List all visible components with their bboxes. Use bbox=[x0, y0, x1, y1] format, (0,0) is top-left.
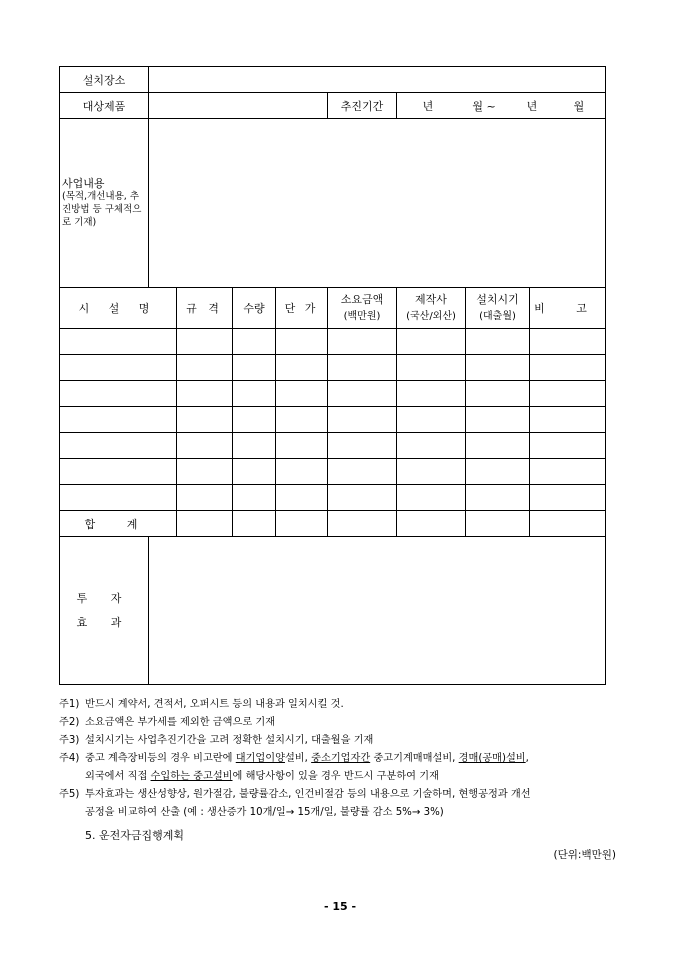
total-unit-price[interactable] bbox=[276, 511, 328, 537]
cell-unit-price[interactable] bbox=[276, 459, 328, 485]
facility-plan-form bbox=[59, 66, 606, 685]
business-content-label bbox=[60, 119, 149, 288]
cell-unit-price[interactable] bbox=[276, 433, 328, 459]
cell-remarks[interactable] bbox=[530, 329, 606, 355]
cell-install-time[interactable] bbox=[466, 433, 530, 459]
cell-install-time[interactable] bbox=[466, 329, 530, 355]
col-install-time-sub: (대출월) bbox=[479, 311, 516, 322]
note-1 bbox=[59, 696, 625, 714]
table-row bbox=[60, 459, 606, 485]
note-4-part-d: , bbox=[525, 753, 529, 764]
cell-unit-price[interactable] bbox=[276, 355, 328, 381]
cell-facility-name[interactable] bbox=[60, 433, 177, 459]
note-4-line2-text bbox=[85, 768, 625, 786]
note-4-part-c: 중고기계매매설비, bbox=[373, 753, 456, 764]
period-label: 추진기간 bbox=[328, 93, 397, 119]
investment-effect-label bbox=[60, 537, 149, 685]
cell-quantity[interactable] bbox=[233, 355, 276, 381]
col-unit-price: 단 가 bbox=[276, 288, 328, 329]
business-content-field[interactable] bbox=[149, 119, 606, 288]
cell-cost[interactable] bbox=[328, 329, 397, 355]
cell-unit-price[interactable] bbox=[276, 329, 328, 355]
total-install-time[interactable] bbox=[466, 511, 530, 537]
cell-quantity[interactable] bbox=[233, 459, 276, 485]
table-row bbox=[60, 355, 606, 381]
note-4-line2-part-b: 에 해당사항이 있을 경우 반드시 구분하여 기재 bbox=[232, 771, 439, 782]
cell-unit-price[interactable] bbox=[276, 381, 328, 407]
col-remarks: 비 고 bbox=[530, 288, 606, 329]
cell-quantity[interactable] bbox=[233, 407, 276, 433]
cell-cost[interactable] bbox=[328, 355, 397, 381]
note-3-text: 설치시기는 사업추진기간을 고려 정확한 설치시기, 대출월을 기재 bbox=[85, 735, 374, 746]
cell-quantity[interactable] bbox=[233, 381, 276, 407]
col-quantity: 수량 bbox=[233, 288, 276, 329]
note-2-text: 소요금액은 부가세를 제외한 금액으로 기재 bbox=[85, 717, 276, 728]
table-row bbox=[60, 381, 606, 407]
total-row bbox=[60, 511, 606, 537]
cell-install-time[interactable] bbox=[466, 355, 530, 381]
note-5-line2 bbox=[59, 804, 625, 822]
note-5-key: 주5) bbox=[59, 789, 80, 800]
note-4-part-b: 설비, bbox=[284, 753, 308, 764]
col-install-time-title: 설치시기 bbox=[476, 293, 519, 306]
cell-unit-price[interactable] bbox=[276, 485, 328, 511]
note-1-text: 반드시 계약서, 견적서, 오퍼시트 등의 내용과 일치시킬 것. bbox=[85, 699, 344, 710]
cell-spec[interactable] bbox=[177, 459, 233, 485]
cell-facility-name[interactable] bbox=[60, 485, 177, 511]
cell-remarks[interactable] bbox=[530, 485, 606, 511]
cell-remarks[interactable] bbox=[530, 407, 606, 433]
col-cost bbox=[328, 288, 397, 329]
cell-spec[interactable] bbox=[177, 485, 233, 511]
table-row bbox=[60, 433, 606, 459]
cell-cost[interactable] bbox=[328, 407, 397, 433]
investment-effect-label-line1: 투 자 bbox=[76, 591, 132, 605]
note-5 bbox=[59, 786, 625, 804]
note-4-key: 주4) bbox=[59, 753, 80, 764]
cell-install-time[interactable] bbox=[466, 485, 530, 511]
note-1-key: 주1) bbox=[59, 699, 80, 710]
page-number: - 15 - bbox=[323, 900, 357, 913]
cell-facility-name[interactable] bbox=[60, 355, 177, 381]
cell-maker[interactable] bbox=[397, 407, 466, 433]
cell-quantity[interactable] bbox=[233, 329, 276, 355]
note-5-line2-text: 공정을 비교하여 산출 (예 : 생산증가 10개/일→ 15개/일, 불량률 감소 5%→ 3%) bbox=[85, 807, 444, 818]
cell-remarks[interactable] bbox=[530, 459, 606, 485]
cell-install-time[interactable] bbox=[466, 459, 530, 485]
col-cost-title: 소요금액 bbox=[340, 293, 384, 306]
period-month-end: 월 bbox=[573, 99, 585, 113]
cell-maker[interactable] bbox=[397, 485, 466, 511]
cell-facility-name[interactable] bbox=[60, 459, 177, 485]
col-facility-name: 시 설 명 bbox=[60, 288, 177, 329]
unit-label: (단위:백만원) bbox=[553, 849, 616, 861]
period-year-end: 년 bbox=[526, 99, 538, 113]
cell-spec[interactable] bbox=[177, 381, 233, 407]
install-location-field[interactable] bbox=[149, 67, 606, 93]
cell-remarks[interactable] bbox=[530, 433, 606, 459]
install-location-label: 설치장소 bbox=[60, 67, 149, 93]
investment-effect-field[interactable] bbox=[149, 537, 606, 685]
cell-spec[interactable] bbox=[177, 329, 233, 355]
note-3-key: 주3) bbox=[59, 735, 80, 746]
cell-facility-name[interactable] bbox=[60, 329, 177, 355]
business-content-title: 사업내용 bbox=[62, 177, 105, 190]
col-spec: 규 격 bbox=[177, 288, 233, 329]
col-maker-sub: (국산/외산) bbox=[406, 311, 456, 322]
cell-unit-price[interactable] bbox=[276, 407, 328, 433]
cell-install-time[interactable] bbox=[466, 407, 530, 433]
period-month-start: 월 ~ bbox=[472, 99, 496, 113]
cell-maker[interactable] bbox=[397, 355, 466, 381]
note-4-underline-4: 수입하는 중고설비 bbox=[150, 771, 233, 782]
note-4-underline-3: 경매(공매)설비 bbox=[458, 753, 526, 764]
col-maker bbox=[397, 288, 466, 329]
note-4-line2 bbox=[59, 768, 625, 786]
total-spec[interactable] bbox=[177, 511, 233, 537]
note-4 bbox=[59, 750, 625, 768]
target-product-field[interactable] bbox=[149, 93, 328, 119]
total-remarks[interactable] bbox=[530, 511, 606, 537]
total-maker[interactable] bbox=[397, 511, 466, 537]
note-4-underline-1: 대기업이양 bbox=[235, 753, 285, 764]
note-4-line2-part-a: 외국에서 직접 bbox=[85, 771, 148, 782]
col-maker-title: 제작사 bbox=[415, 293, 447, 306]
cell-maker[interactable] bbox=[397, 381, 466, 407]
note-4-part-a: 중고 계측장비등의 경우 비고란에 bbox=[85, 753, 233, 764]
table-row bbox=[60, 329, 606, 355]
period-field[interactable] bbox=[397, 93, 606, 119]
note-4-text bbox=[85, 750, 625, 768]
section-title: 5. 운전자금집행계획 bbox=[85, 829, 184, 842]
business-content-hint: (목적,개선내용, 추진방법 등 구체적으로 기재) bbox=[62, 191, 142, 228]
cell-remarks[interactable] bbox=[530, 355, 606, 381]
total-quantity[interactable] bbox=[233, 511, 276, 537]
cell-cost[interactable] bbox=[328, 459, 397, 485]
footnotes bbox=[59, 696, 625, 822]
note-2 bbox=[59, 714, 625, 732]
total-cost[interactable] bbox=[328, 511, 397, 537]
table-row bbox=[60, 485, 606, 511]
cell-spec[interactable] bbox=[177, 355, 233, 381]
cell-spec[interactable] bbox=[177, 433, 233, 459]
note-5-text: 투자효과는 생산성향상, 원가절감, 불량률감소, 인건비절감 등의 내용으로 기술하며, 현행공정과 개선 bbox=[85, 789, 531, 800]
col-install-time bbox=[466, 288, 530, 329]
note-2-key: 주2) bbox=[59, 717, 80, 728]
cell-maker[interactable] bbox=[397, 459, 466, 485]
cell-cost[interactable] bbox=[328, 433, 397, 459]
cell-maker[interactable] bbox=[397, 329, 466, 355]
cell-maker[interactable] bbox=[397, 433, 466, 459]
cell-quantity[interactable] bbox=[233, 485, 276, 511]
cell-remarks[interactable] bbox=[530, 381, 606, 407]
cell-facility-name[interactable] bbox=[60, 407, 177, 433]
note-4-underline-2: 중소기업자간 bbox=[311, 753, 371, 764]
table-row bbox=[60, 407, 606, 433]
col-cost-unit: (백만원) bbox=[343, 311, 381, 322]
cell-install-time[interactable] bbox=[466, 381, 530, 407]
cell-cost[interactable] bbox=[328, 485, 397, 511]
cell-facility-name[interactable] bbox=[60, 381, 177, 407]
cell-spec[interactable] bbox=[177, 407, 233, 433]
cell-quantity[interactable] bbox=[233, 433, 276, 459]
period-year-start: 년 bbox=[422, 99, 434, 113]
target-product-label: 대상제품 bbox=[60, 93, 149, 119]
total-label: 합 계 bbox=[60, 511, 177, 537]
note-3 bbox=[59, 732, 625, 750]
investment-effect-label-line2: 효 과 bbox=[76, 615, 132, 629]
cell-cost[interactable] bbox=[328, 381, 397, 407]
